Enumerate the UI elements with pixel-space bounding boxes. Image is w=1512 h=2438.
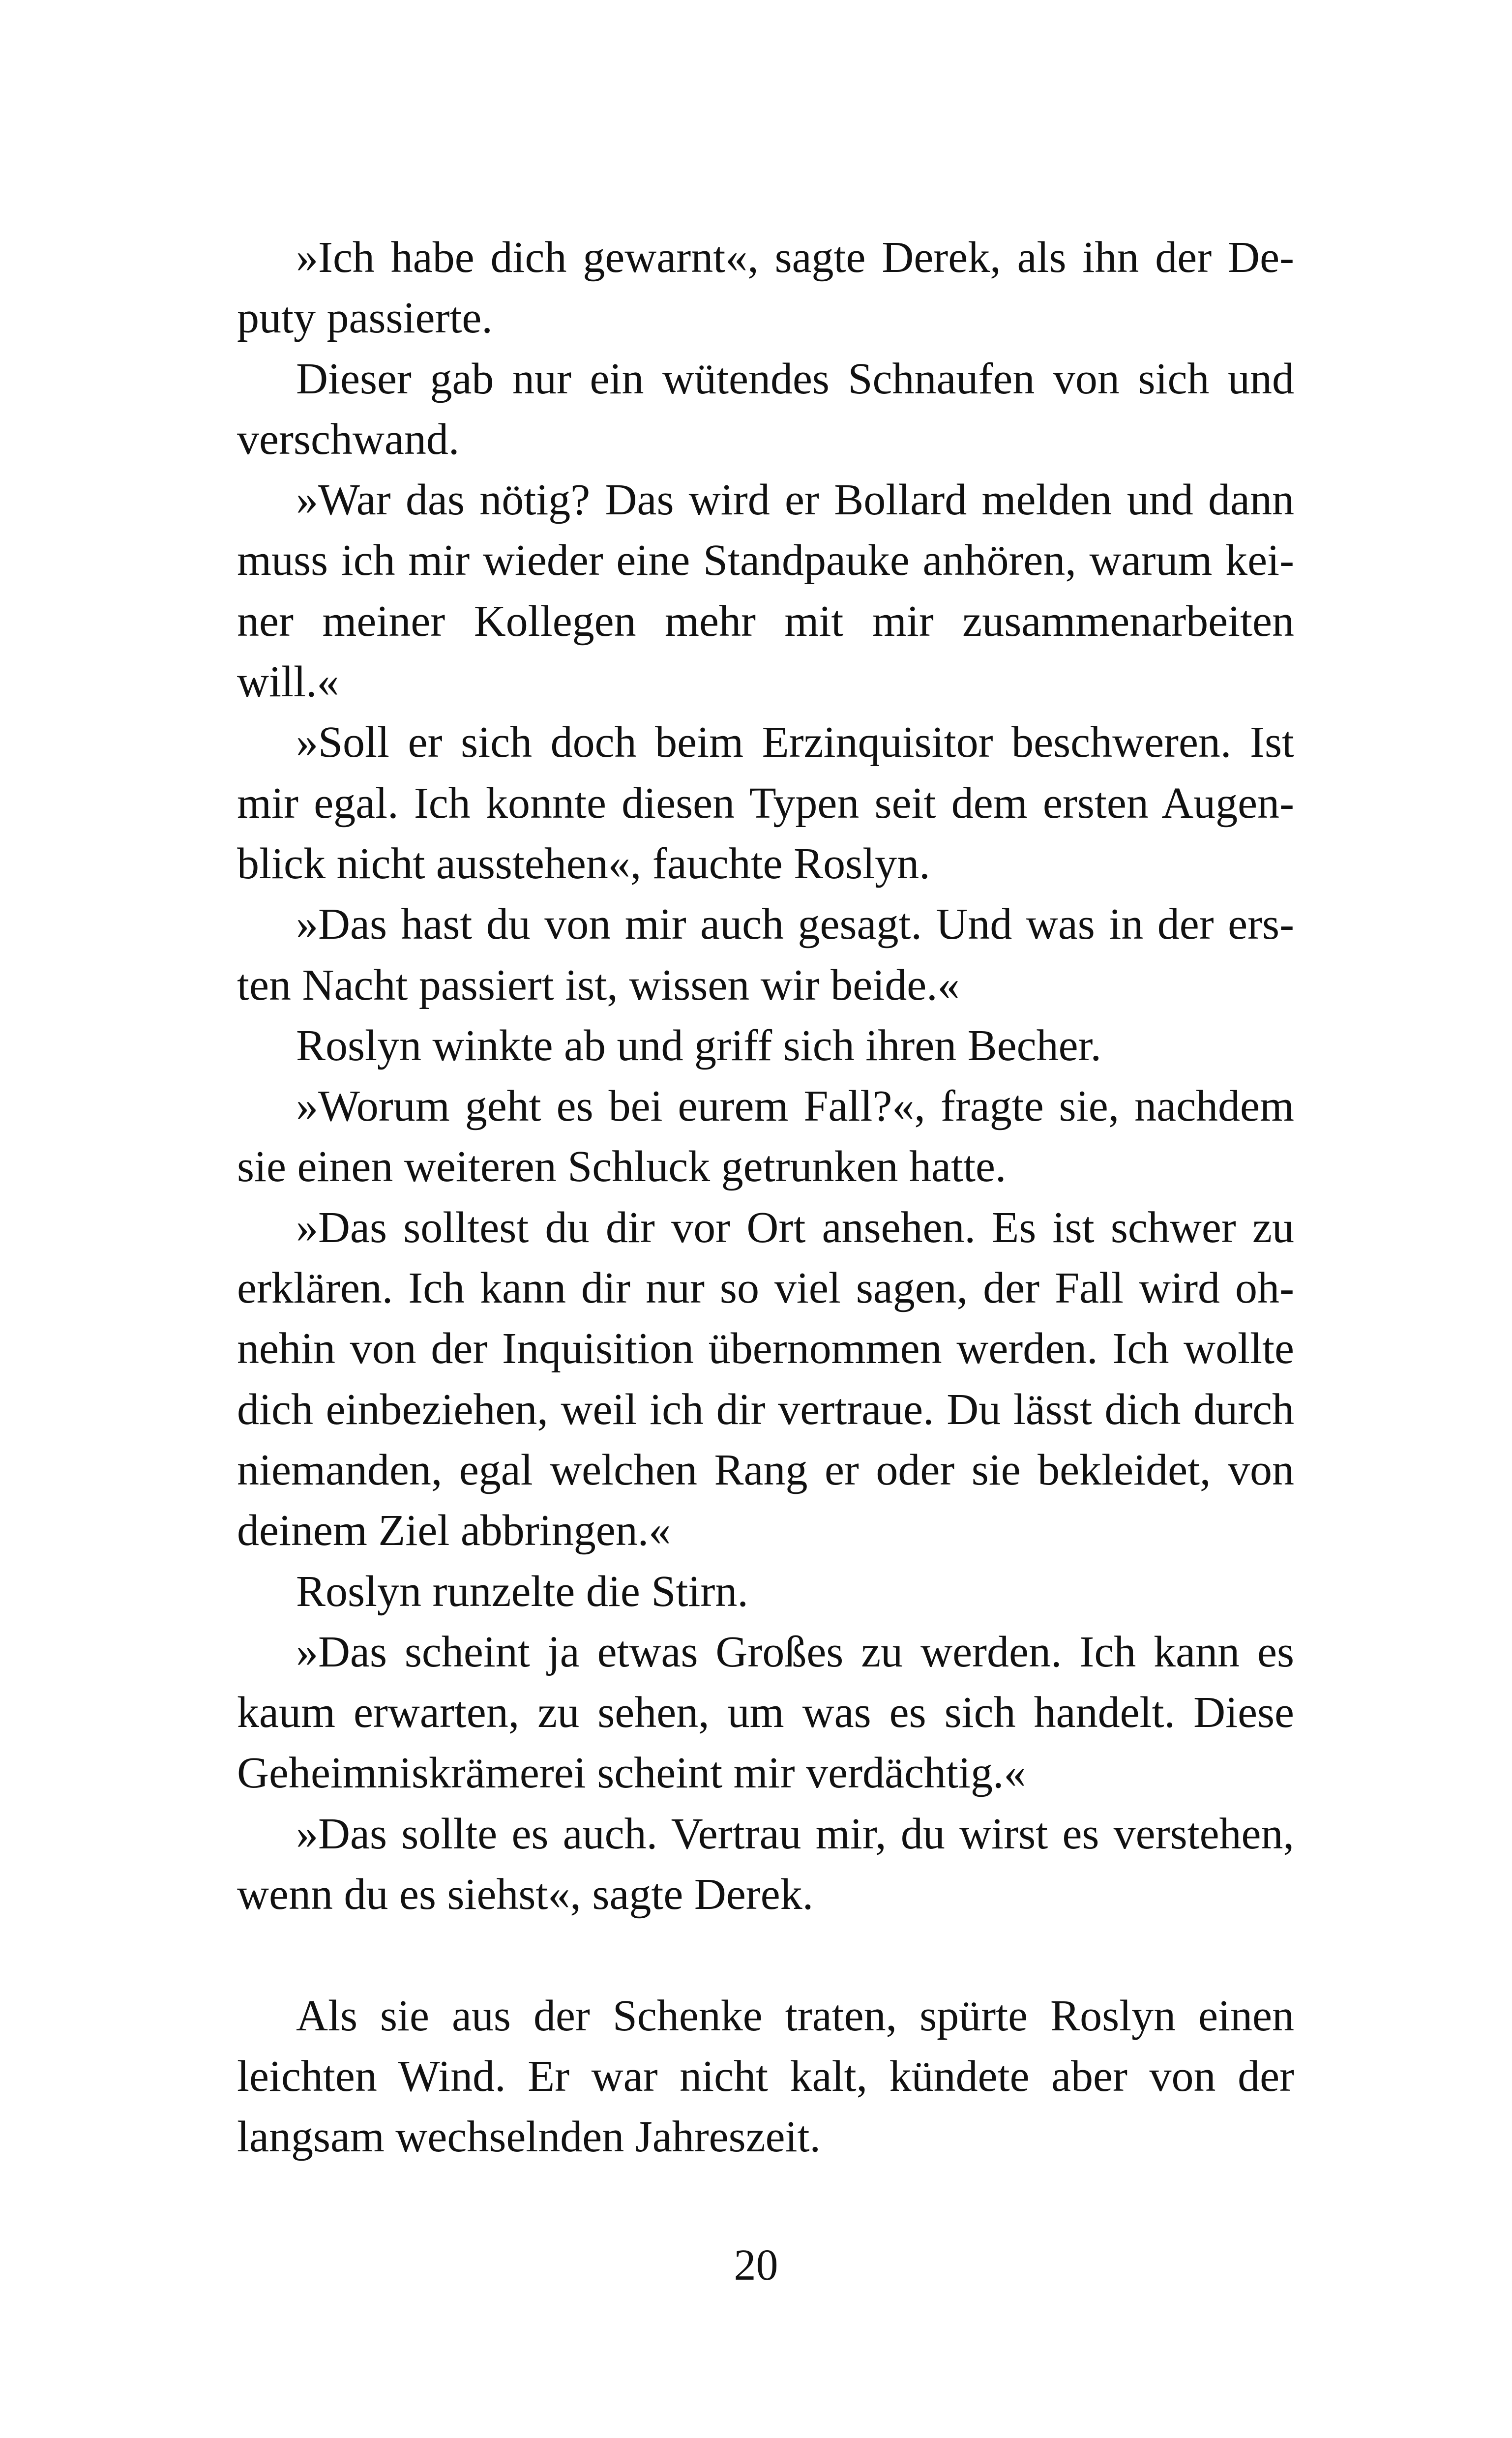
text-line: sie einen weiteren Schluck getrunken hatte. [237,1142,1007,1191]
text-line: will.« [237,657,339,707]
text-line: leichten Wind. Er war nicht kalt, kündete aber von der [237,2051,1294,2101]
text-line: Als sie aus der Schenke traten, spürte Roslyn einen [296,1991,1294,2040]
text-line: deinem Ziel abbringen.« [237,1506,671,1555]
text-line: kaum erwarten, zu sehen, um was es sich handelt. Diese [237,1688,1294,1737]
text-line: nehin von der Inquisition übernommen werden. Ich wollte [237,1324,1294,1373]
text-line: puty passierte. [237,294,493,343]
text-line: Roslyn runzelte die Stirn. [296,1567,748,1616]
text-line: »Das sollte es auch. Vertrau mir, du wirst es verstehen, [296,1809,1294,1858]
text-line: »Das hast du von mir auch gesagt. Und was in der ers- [296,900,1294,949]
page-number: 20 [734,2241,778,2289]
text-line: blick nicht ausstehen«, fauchte Roslyn. [237,839,930,888]
section-break [237,1925,1294,1985]
text-line: mir egal. Ich konnte diesen Typen seit dem ersten Augen- [237,778,1294,828]
text-line: Roslyn winkte ab und griff sich ihren Becher. [296,1021,1102,1070]
text-line: wenn du es siehst«, sagte Derek. [237,1870,814,1919]
text-line: »Das solltest du dir vor Ort ansehen. Es ist schwer zu [296,1203,1294,1252]
text-line: ner meiner Kollegen mehr mit mir zusammenarbeiten [237,596,1294,646]
text-line: erklären. Ich kann dir nur so viel sagen, der Fall wird oh- [237,1264,1294,1313]
text-line: Geheimniskrämerei scheint mir verdächtig.« [237,1749,1026,1798]
text-line: muss ich mir wieder eine Standpauke anhören, warum kei- [237,536,1294,585]
text-line: ten Nacht passiert ist, wissen wir beide.« [237,960,960,1010]
text-line: Dieser gab nur ein wütendes Schnaufen von sich und [296,354,1294,403]
text-line: »War das nötig? Das wird er Bollard melden und dann [296,476,1294,525]
text-line: »Ich habe dich gewarnt«, sagte Derek, als ihn der De- [296,233,1294,282]
text-line: dich einbeziehen, weil ich dir vertraue. Du lässt dich durch [237,1385,1294,1434]
text-line: »Das scheint ja etwas Großes zu werden. Ich kann es [296,1627,1294,1676]
text-line: verschwand. [237,415,460,464]
text-line: »Worum geht es bei eurem Fall?«, fragte sie, nachdem [296,1082,1294,1131]
text-line: langsam wechselnden Jahreszeit. [237,2112,821,2162]
text-line: »Soll er sich doch beim Erzinquisitor beschweren. Ist [296,718,1294,767]
text-line: niemanden, egal welchen Rang er oder sie bekleidet, von [237,1445,1294,1494]
body-text [237,227,1294,2168]
